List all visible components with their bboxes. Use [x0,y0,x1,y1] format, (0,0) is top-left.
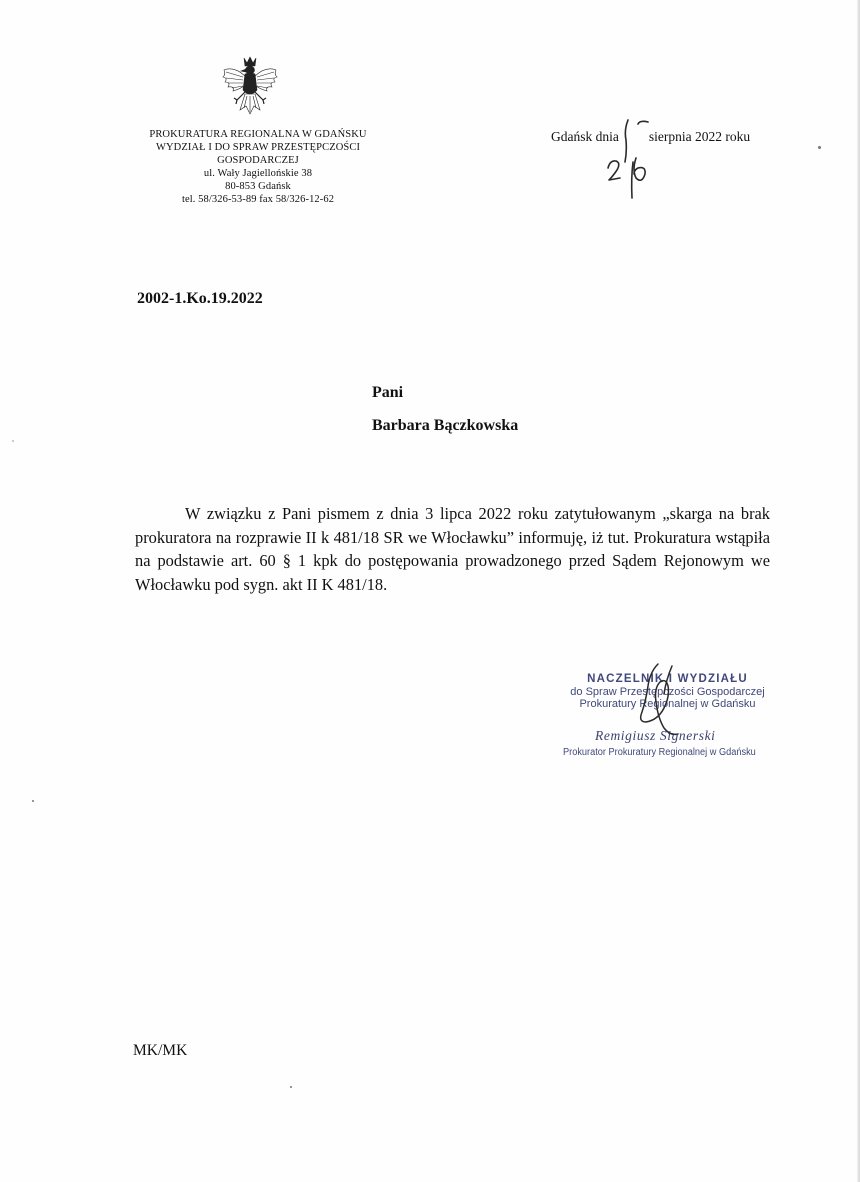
scan-speck [32,800,34,802]
stamp-department: do Spraw Przestępczości Gospodarczej [570,686,765,698]
scan-speck [290,1086,292,1088]
office-header [118,128,398,206]
header-line: PROKURATURA REGIONALNA W GDAŃSKU [149,129,367,140]
date-suffix: sierpnia 2022 roku [648,129,751,144]
recipient-name: Barbara Bączkowska [372,417,519,434]
letter-body: W związku z Pani pismem z dnia 3 lipca 2022 roku zatytułowanym „skarga na brak prokuratora na rozprawie II k 481/18 SR we Włocławku” informuję, iż tut. Prokuratura wstąpiła na podstawie art. 60 § 1 kpk do postępowania prowadzonego przed Sądem Rejonowym we Włocławku pod sygn. akt II K 481/18. [135,504,770,594]
header-line: tel. 58/326-53-89 fax 58/326-12-62 [181,194,335,205]
recipient-block [372,376,518,442]
header-line: WYDZIAŁ I DO SPRAW PRZESTĘPCZOŚCI [155,142,361,153]
stamp-office: Prokuratury Regionalnej w Gdańsku [579,698,756,710]
scan-speck [818,146,821,149]
stamp-title: NACZELNIK I WYDZIAŁU [587,673,748,685]
handwritten-day-26 [600,118,660,200]
header-line: GOSPODARCZEJ [217,155,299,166]
case-number: 2002-1.Ko.19.2022 [137,290,263,307]
signatory-position: Prokurator Prokuratury Regionalnej w Gdańsku [563,747,756,758]
recipient-salutation: Pani [372,384,404,401]
signatory-name: Remigiusz Signerski [595,728,716,743]
header-line: ul. Wały Jagiellońskie 38 [203,168,313,179]
eagle-emblem-icon [216,54,284,126]
author-initials: MK/MK [133,1042,188,1059]
date-prefix: Gdańsk dnia [551,129,619,144]
header-line: 80-853 Gdańsk [225,181,291,192]
scan-speck [12,440,14,442]
